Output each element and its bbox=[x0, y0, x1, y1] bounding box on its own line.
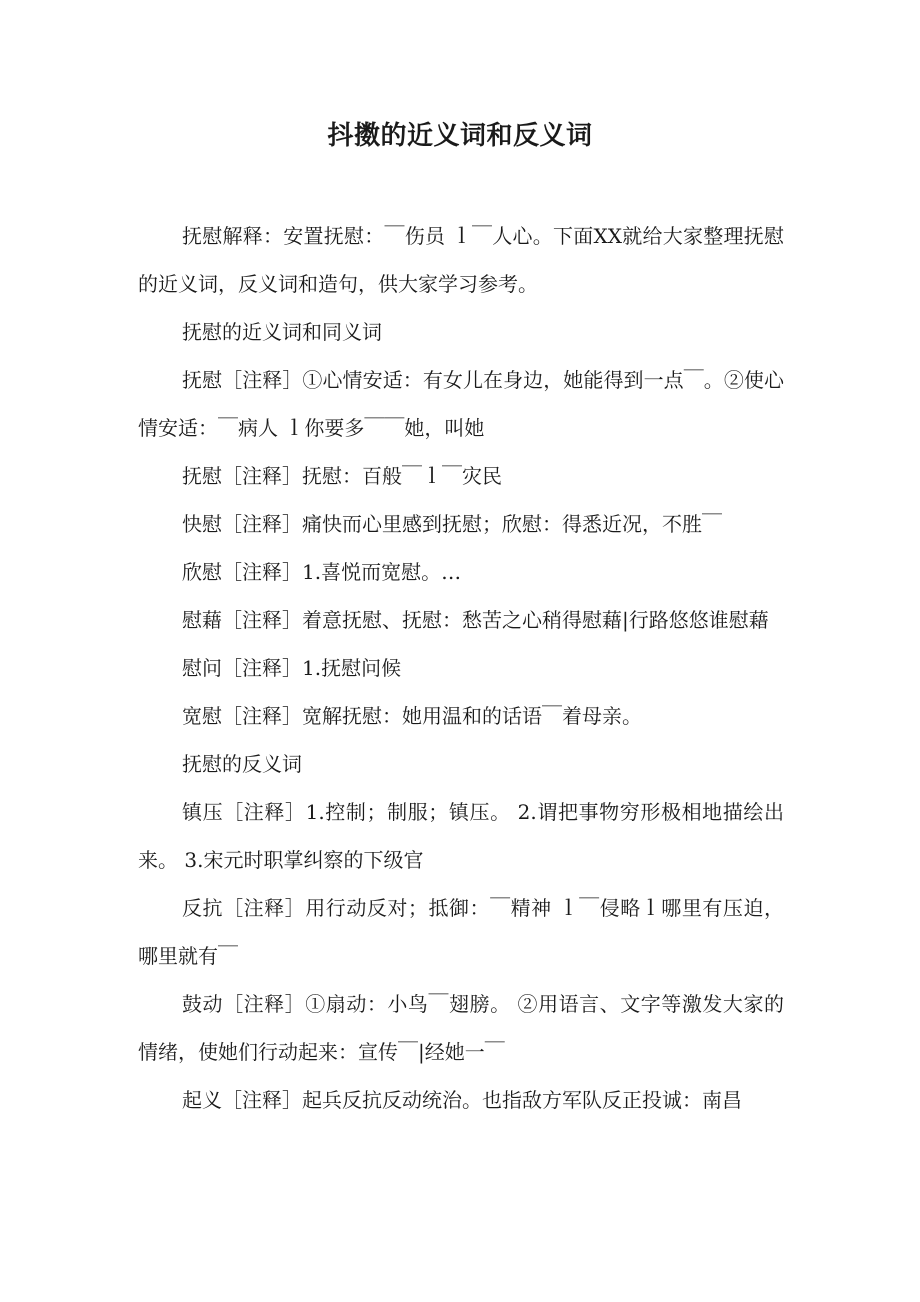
paragraph: 抚慰［注释］抚慰：百般￣ｌ￣灾民 bbox=[182, 464, 502, 488]
paragraph: 慰问［注释］1.抚慰问候 bbox=[182, 656, 402, 680]
document-title: 抖擞的近义词和反义词 bbox=[327, 121, 593, 151]
paragraph: 镇压［注释］1.控制；制服；镇压。 2.谓把事物穷形极相地描绘出来。 3.宋元时职掌纠察的下级官 bbox=[138, 800, 784, 872]
paragraph: 抚慰解释：安置抚慰：￣伤员 ｌ￣人心。下面XX就给大家整理抚慰的近义词，反义词和造句，供大家学习参考。 bbox=[138, 224, 784, 296]
paragraph: 欣慰［注释］1.喜悦而宽慰。… bbox=[182, 560, 462, 584]
paragraph: 宽慰［注释］宽解抚慰：她用温和的话语￣着母亲。 bbox=[182, 704, 642, 728]
document-body bbox=[138, 212, 784, 1124]
paragraph: 鼓动［注释］①扇动：小鸟￣翅膀。 ②用语言、文字等激发大家的情绪，使她们行动起来：宣传￣|经她一￣ bbox=[138, 992, 784, 1064]
paragraph: 反抗［注释］用行动反对；抵御：￣精神 ｌ￣侵略ｌ哪里有压迫，哪里就有￣ bbox=[138, 896, 784, 968]
paragraph: 起义［注释］起兵反抗反动统治。也指敌方军队反正投诚：南昌 bbox=[182, 1088, 742, 1112]
paragraph: 快慰［注释］痛快而心里感到抚慰；欣慰：得悉近况，不胜￣ bbox=[182, 512, 722, 536]
paragraph: 慰藉［注释］着意抚慰、抚慰：愁苦之心稍得慰藉|行路悠悠谁慰藉 bbox=[182, 608, 769, 632]
paragraph: 抚慰［注释］①心情安适：有女儿在身边，她能得到一点￣。②使心情安适：￣病人 ｌ你要多￣￣她，叫她 bbox=[138, 368, 784, 440]
section-heading: 抚慰的近义词和同义词 bbox=[182, 320, 382, 344]
section-heading: 抚慰的反义词 bbox=[182, 752, 302, 776]
